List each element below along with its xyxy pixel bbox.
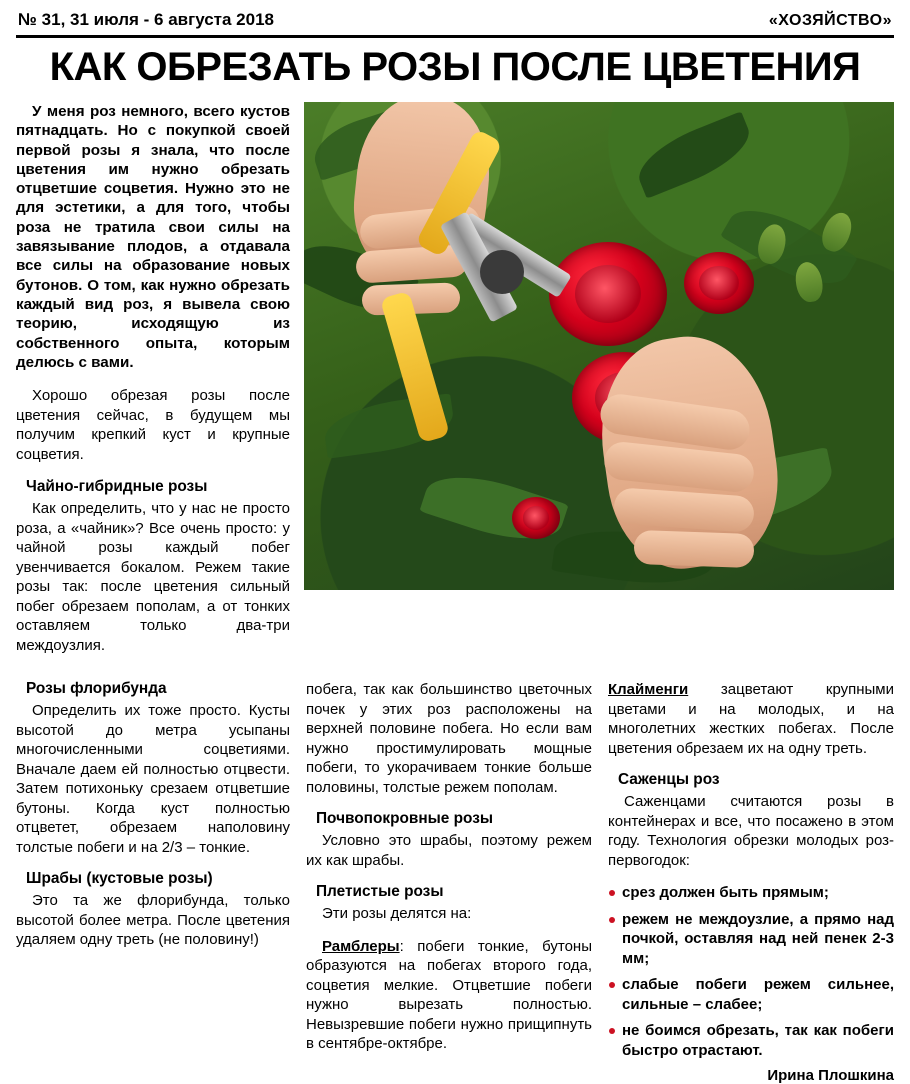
paragraph-ramblers-text: : побеги тонкие, бутоны образуются на побегах второго года, соцветия мелкие. Отцветшие побеги нужно вырезать полностью. Невызревшие побеги нужно прищипнуть в сентябре-октябре. — [306, 937, 592, 1053]
column-3 — [608, 680, 894, 1084]
issue-date: № 31, 31 июля - 6 августа 2018 — [18, 10, 275, 29]
section-heading-groundcover: Почвопокровные розы — [316, 810, 494, 828]
paragraph-climbers — [608, 680, 894, 758]
paragraph-continued: побега, так как большинство цветочных почек у этих роз расположены на верхней половине побега. Но если вам нужно простимулировать мощные побеги, то укорачиваем тонкие больше половины, толстые режем пополам. — [306, 681, 592, 796]
page-title: КАК ОБРЕЗАТЬ РОЗЫ ПОСЛЕ ЦВЕТЕНИЯ — [49, 45, 861, 89]
masthead-rule — [16, 35, 894, 38]
section-heading-tea-roses: Чайно-гибридные розы — [26, 478, 208, 496]
paper-name: «ХОЗЯЙСТВО» — [768, 12, 892, 29]
top-zone — [16, 102, 894, 668]
body-columns — [16, 680, 894, 1084]
article-photo — [304, 102, 894, 590]
term-ramblers: Рамблеры — [322, 937, 400, 955]
list-item: не боимся обрезать, так как побеги быстро отрастают. — [608, 1021, 894, 1060]
paragraph-climbers-text: зацветают крупными цветами и на молодых, и на многолетних жестких побегах. После цветения обрезаем их на одну треть. — [608, 681, 894, 757]
finger — [633, 530, 754, 568]
paragraph-tea-roses: Как определить, что у нас не просто роза, а «чайник»? Все очень просто: у чайной розы каждый побег увенчивается бокалом. Режем такие розы так: после цветения сильный побег обрезаем пополам, а от тонких оставляем только два-три междоузлия. — [16, 500, 290, 654]
section-heading-floribunda: Розы флорибунда — [26, 680, 167, 698]
list-item: слабые побеги режем сильнее, сильные – слабее; — [608, 975, 894, 1014]
pruner-pivot — [480, 250, 524, 294]
paragraph-shrubs: Это та же флорибунда, только высотой более метра. После цветения удаляем одну треть (не половину!) — [16, 892, 290, 949]
paragraph-floribunda: Определить их тоже просто. Кусты высотой до метра усыпаны многочисленными соцветиями. Вначале даем ей полностью отцвести. Затем потихоньку срезаем отцветшие бутоны. Когда куст полностью отцветет, обрезаем наполовину толстые побеги и на 2/3 – тонкие. — [16, 702, 290, 856]
lead-column — [16, 102, 290, 668]
list-item: срез должен быть прямым; — [608, 883, 894, 903]
masthead — [16, 10, 894, 35]
lead-paragraph: У меня роз немного, всего кустов пятнадцать. Но с покупкой своей первой розы я знала, что после цветения им нужно обрезать отцветшие соцветия. Нужно это не для эстетики, а для того, чтобы роза не тратила свои силы на завязывание плодов, а отдавала все силы на образование новых бутонов. О том, как нужно обрезать каждый вид роз, я вывела свою теорию, исходящую из собственного опыта, которым делюсь с вами. — [16, 103, 290, 371]
paragraph-groundcover: Условно это шрабы, поэтому режем их как шрабы. — [306, 832, 592, 869]
seedling-rules-list — [608, 883, 894, 1060]
rose-flower-icon — [684, 252, 754, 314]
section-heading-climbing: Плетистые розы — [316, 883, 444, 901]
paragraph-seedlings: Саженцами считаются розы в контейнерах и все, что посажено в этом году. Технология обрезки молодых роз-первогодок: — [608, 793, 894, 869]
rose-flower-icon — [549, 242, 667, 346]
author-signature: Ирина Плошкина — [767, 1067, 894, 1084]
rose-flower-icon — [512, 497, 560, 539]
column-2 — [306, 680, 592, 1084]
paragraph-ramblers — [306, 937, 592, 1054]
section-heading-seedlings: Саженцы роз — [618, 771, 720, 789]
term-climbers: Клайменги — [608, 681, 689, 699]
lead-paragraph-2: Хорошо обрезая розы после цветения сейчас, в будущем мы получим крепкий куст и крупные соцветия. — [16, 387, 290, 463]
section-heading-shrubs: Шрабы (кустовые розы) — [26, 870, 213, 888]
paragraph-climbing: Эти розы делятся на: — [322, 905, 472, 923]
list-item: режем не междоузлие, а прямо над почкой, оставляя над ней пенек 2-3 мм; — [608, 910, 894, 969]
column-1 — [16, 680, 290, 1084]
